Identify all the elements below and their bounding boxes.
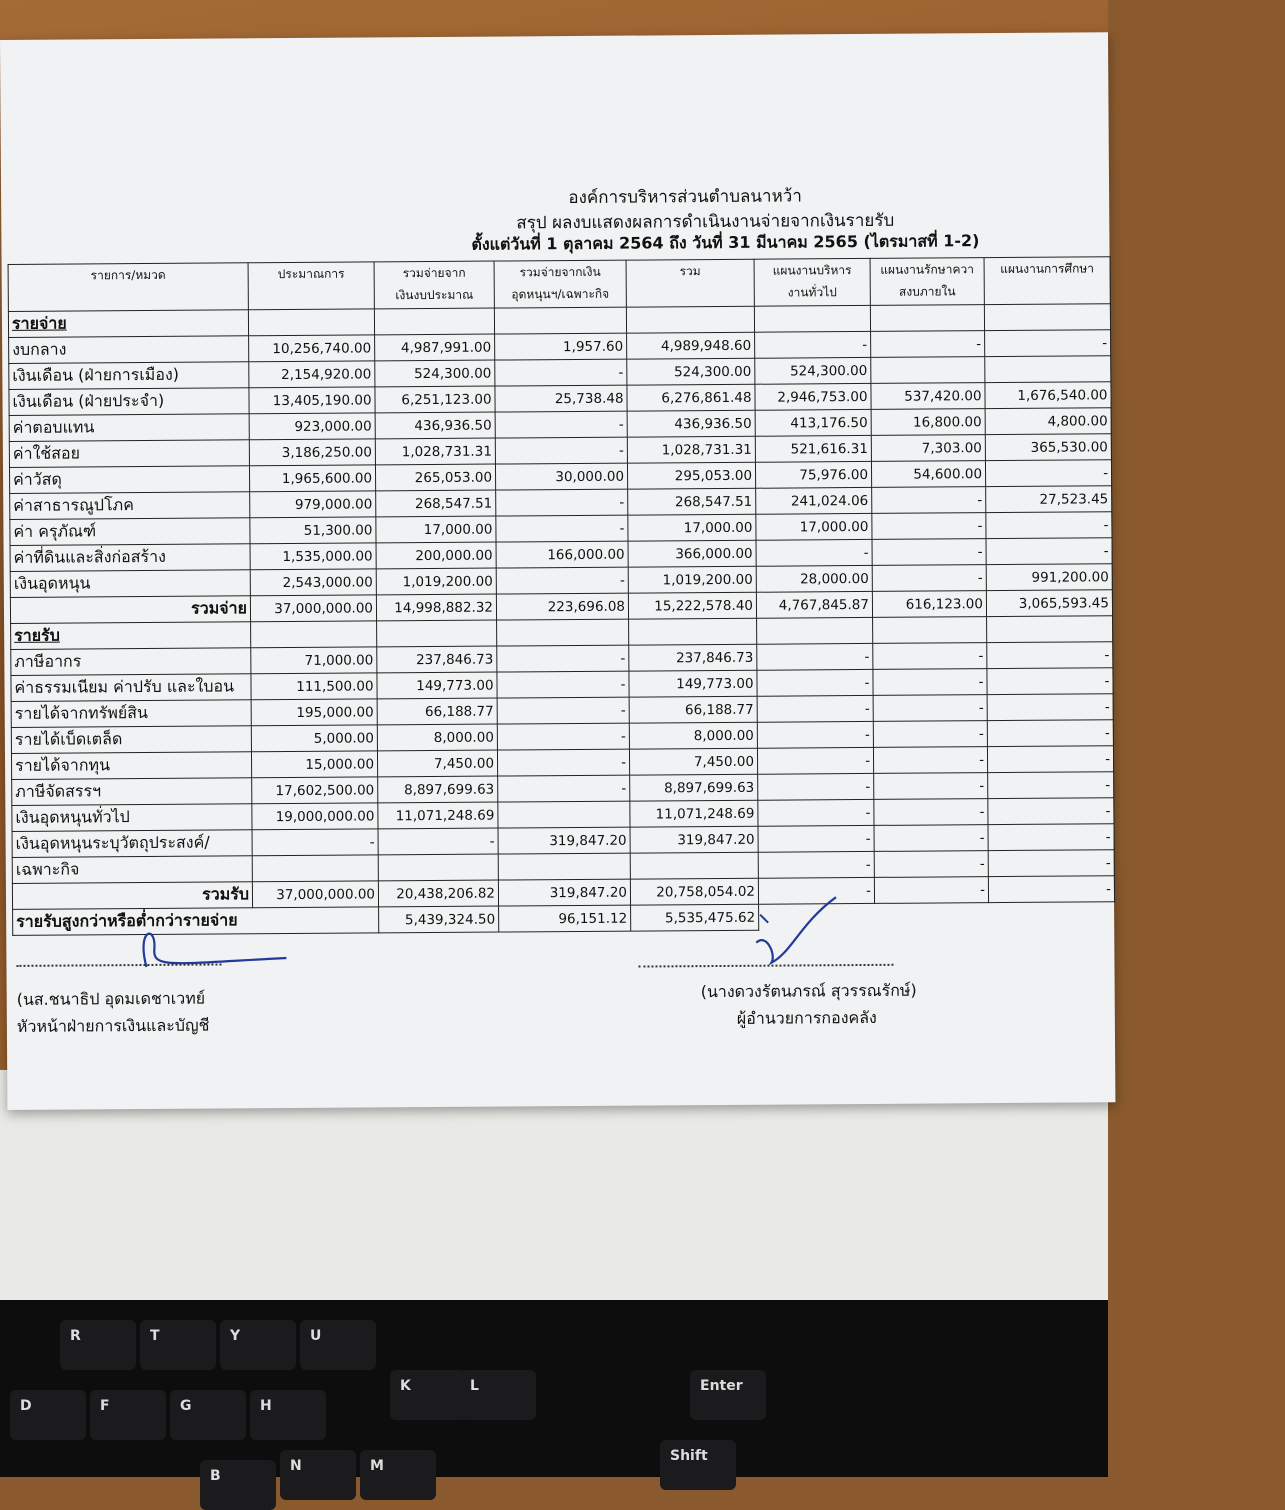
column-header: แผนงานรักษาควา สงบภายใน — [870, 258, 984, 306]
row-label: รายได้เบ็ดเตล็ด — [11, 726, 251, 754]
cell-value: - — [986, 538, 1112, 565]
cell-value: - — [758, 773, 874, 800]
cell-value: 30,000.00 — [495, 463, 627, 490]
cell-value: 237,846.73 — [629, 644, 757, 671]
cell-value: 17,000.00 — [376, 516, 496, 543]
cell-value: 436,936.50 — [627, 410, 755, 437]
cell-value: - — [874, 799, 988, 826]
cell-value — [984, 304, 1110, 331]
balance-value: 96,151.12 — [499, 905, 631, 932]
cell-value: 524,300.00 — [627, 358, 755, 385]
cell-value: 241,024.06 — [756, 487, 872, 514]
cell-value: 319,847.20 — [630, 826, 758, 853]
row-label: รวมรับ — [12, 882, 252, 910]
keyboard-key[interactable]: N — [280, 1450, 356, 1500]
balance-value: 5,535,475.62 — [631, 904, 759, 931]
column-header: รายการ/หมวด — [8, 263, 248, 312]
cell-value: 4,800.00 — [985, 408, 1111, 435]
cell-value: 1,965,600.00 — [249, 465, 375, 492]
row-label: เงินอุดหนุนทั่วไป — [12, 804, 252, 832]
column-header: แผนงานการศึกษา — [984, 257, 1110, 305]
cell-value: - — [495, 359, 627, 386]
row-label: ค่าใช้สอย — [9, 440, 249, 468]
cell-value: 111,500.00 — [251, 673, 377, 700]
row-label: ค่าที่ดินและสิ่งก่อสร้าง — [10, 544, 250, 572]
cell-value: - — [497, 697, 629, 724]
cell-value — [754, 305, 870, 332]
cell-value — [630, 852, 758, 879]
cell-value: 149,773.00 — [629, 670, 757, 697]
cell-value: - — [497, 749, 629, 776]
column-header: รวมจ่ายจากเงิน อุดหนุนฯ/เฉพาะกิจ — [494, 260, 626, 308]
cell-value: 8,000.00 — [377, 724, 497, 751]
cell-value: 66,188.77 — [629, 696, 757, 723]
cell-value: - — [872, 565, 986, 592]
cell-value — [374, 308, 494, 335]
cell-value: - — [496, 489, 628, 516]
report-period: ตั้งแต่วันที่ 1 ตุลาคม 2564 ถึง วันที่ 31 มีนาคม 2565 (ไตรมาสที่ 1-2) — [471, 231, 980, 254]
cell-value: 1,019,200.00 — [628, 566, 756, 593]
cell-value: 521,616.31 — [755, 435, 871, 462]
keyboard-key[interactable]: Enter — [690, 1370, 766, 1420]
cell-value: 2,946,753.00 — [755, 383, 871, 410]
cell-value: 75,976.00 — [755, 461, 871, 488]
cell-value — [498, 853, 630, 880]
cell-value: 66,188.77 — [377, 698, 497, 725]
cell-value: - — [873, 643, 987, 670]
column-header: แผนงานบริหาร งานทั่วไป — [754, 258, 870, 306]
cell-value: 71,000.00 — [251, 647, 377, 674]
cell-value: - — [873, 721, 987, 748]
cell-value: - — [496, 567, 628, 594]
row-label: ค่าธรรมเนียม ค่าปรับ และใบอน — [11, 674, 251, 702]
cell-value: 237,846.73 — [377, 646, 497, 673]
cell-value: 265,053.00 — [375, 464, 495, 491]
cell-value: - — [757, 643, 873, 670]
cell-value: - — [496, 515, 628, 542]
cell-value: 1,028,731.31 — [627, 436, 755, 463]
cell-value: - — [757, 695, 873, 722]
keyboard-key[interactable]: B — [200, 1460, 276, 1510]
cell-value: 11,071,248.69 — [378, 802, 498, 829]
cell-value: - — [757, 669, 873, 696]
cell-value: - — [872, 539, 986, 566]
cell-value: 979,000.00 — [250, 491, 376, 518]
column-header: รวมจ่ายจาก เงินงบประมาณ — [374, 261, 494, 309]
cell-value: - — [758, 877, 874, 904]
empty-cell — [989, 902, 1115, 929]
cell-value: - — [985, 460, 1111, 487]
cell-value: 28,000.00 — [756, 565, 872, 592]
cell-value: 19,000,000.00 — [252, 803, 378, 830]
cell-value: 923,000.00 — [249, 413, 375, 440]
cell-value: - — [987, 694, 1113, 721]
cell-value: 366,000.00 — [628, 540, 756, 567]
cell-value: 991,200.00 — [986, 564, 1112, 591]
cell-value: 149,773.00 — [377, 672, 497, 699]
cell-value: - — [252, 829, 378, 856]
cell-value — [248, 309, 374, 336]
signature-right-mark — [746, 892, 857, 973]
cell-value: 5,000.00 — [251, 725, 377, 752]
cell-value: - — [495, 437, 627, 464]
cell-value: 268,547.51 — [628, 488, 756, 515]
cell-value — [757, 617, 873, 644]
cell-value: - — [987, 668, 1113, 695]
cell-value: 17,000.00 — [628, 514, 756, 541]
row-label: เฉพาะกิจ — [12, 856, 252, 884]
cell-value: - — [873, 695, 987, 722]
cell-value: 1,535,000.00 — [250, 543, 376, 570]
cell-value — [629, 618, 757, 645]
cell-value — [987, 616, 1113, 643]
row-label: รายได้จากทรัพย์สิน — [11, 700, 251, 728]
cell-value: 20,438,206.82 — [378, 880, 498, 907]
cell-value — [985, 356, 1111, 383]
keyboard-key[interactable]: G — [170, 1390, 246, 1440]
cell-value — [871, 357, 985, 384]
cell-value: - — [988, 798, 1114, 825]
keyboard-key[interactable]: Y — [220, 1320, 296, 1370]
row-label: เงินอุดหนุนระบุวัตถุประสงค์/ — [12, 830, 252, 858]
cell-value: - — [988, 772, 1114, 799]
cell-value: 295,053.00 — [627, 462, 755, 489]
cell-value: - — [988, 824, 1114, 851]
cell-value: 223,696.08 — [496, 593, 628, 620]
cell-value: - — [758, 799, 874, 826]
row-label: เงินอุดหนุน — [10, 570, 250, 598]
cell-value: - — [497, 645, 629, 672]
keyboard-key[interactable]: D — [10, 1390, 86, 1440]
column-header: รวม — [626, 259, 754, 307]
cell-value: 1,028,731.31 — [375, 438, 495, 465]
cell-value: - — [755, 331, 871, 358]
cell-value: - — [757, 721, 873, 748]
cell-value: - — [987, 642, 1113, 669]
cell-value: 15,000.00 — [251, 751, 377, 778]
document-page — [0, 32, 1115, 1110]
cell-value — [626, 306, 754, 333]
cell-value — [377, 620, 497, 647]
report-title: สรุป ผลงบแสดงผลการดำเนินงานจ่ายจากเงินรายรับ — [516, 210, 895, 234]
empty-cell — [875, 903, 989, 930]
financial-table — [8, 256, 1116, 936]
cell-value: 3,186,250.00 — [249, 439, 375, 466]
cell-value: 37,000,000.00 — [252, 881, 378, 908]
cell-value: - — [495, 411, 627, 438]
table-header-row — [8, 257, 1110, 312]
cell-value: 2,154,920.00 — [249, 361, 375, 388]
cell-value: 365,530.00 — [985, 434, 1111, 461]
cell-value — [870, 305, 984, 332]
cell-value: 51,300.00 — [250, 517, 376, 544]
cell-value: - — [497, 723, 629, 750]
signer-left-name: (นส.ชนาธิป อุดมเดชาเวทย์ — [16, 988, 206, 1009]
row-label: รายรับ — [11, 622, 251, 650]
cell-value: 14,998,882.32 — [376, 594, 496, 621]
cell-value: 436,936.50 — [375, 412, 495, 439]
cell-value: - — [874, 851, 988, 878]
balance-label: รายรับสูงกว่าหรือต่ำกว่ารายจ่าย — [13, 907, 379, 936]
cell-value: - — [986, 512, 1112, 539]
cell-value: - — [758, 825, 874, 852]
cell-value: - — [874, 825, 988, 852]
row-label: รายได้จากทุน — [11, 752, 251, 780]
cell-value — [251, 621, 377, 648]
cell-value: 25,738.48 — [495, 385, 627, 412]
row-label: เงินเดือน (ฝ่ายประจำ) — [9, 388, 249, 416]
cell-value: 8,897,699.63 — [630, 774, 758, 801]
cell-value: - — [988, 876, 1114, 903]
cell-value: - — [873, 669, 987, 696]
keyboard-key[interactable]: H — [250, 1390, 326, 1440]
cell-value: 37,000,000.00 — [250, 595, 376, 622]
cell-value — [378, 854, 498, 881]
keyboard-key[interactable]: U — [300, 1320, 376, 1370]
keyboard-key[interactable]: R — [60, 1320, 136, 1370]
cell-value: 4,987,991.00 — [375, 334, 495, 361]
cell-value: 616,123.00 — [872, 591, 986, 618]
row-label: เงินเดือน (ฝ่ายการเมือง) — [9, 362, 249, 390]
cell-value: 1,676,540.00 — [985, 382, 1111, 409]
cell-value: - — [497, 671, 629, 698]
cell-value — [497, 619, 629, 646]
row-label: งบกลาง — [9, 336, 249, 364]
cell-value: 319,847.20 — [498, 879, 630, 906]
cell-value: - — [985, 330, 1111, 357]
row-label: ค่าตอบแทน — [9, 414, 249, 442]
cell-value: 15,222,578.40 — [628, 592, 756, 619]
cell-value: 524,300.00 — [375, 360, 495, 387]
cell-value: - — [758, 851, 874, 878]
cell-value: 6,276,861.48 — [627, 384, 755, 411]
org-title: องค์การบริหารส่วนตำบลนาหว้า — [568, 186, 802, 209]
keyboard-key[interactable]: K — [390, 1370, 466, 1420]
cell-value: - — [757, 747, 873, 774]
cell-value: 27,523.45 — [986, 486, 1112, 513]
keyboard-key[interactable]: T — [140, 1320, 216, 1370]
balance-value: 5,439,324.50 — [379, 906, 499, 933]
cell-value: 10,256,740.00 — [249, 335, 375, 362]
signer-right-name: (นางดวงรัตนภรณ์ สุวรรณรักษ์) — [700, 980, 917, 1002]
cell-value: - — [498, 775, 630, 802]
cell-value: 7,450.00 — [629, 748, 757, 775]
cell-value: - — [872, 487, 986, 514]
cell-value: 16,800.00 — [871, 409, 985, 436]
cell-value: 6,251,123.00 — [375, 386, 495, 413]
cell-value: 2,543,000.00 — [250, 569, 376, 596]
column-header: ประมาณการ — [248, 262, 374, 310]
cell-value: 1,019,200.00 — [376, 568, 496, 595]
cell-value — [494, 307, 626, 334]
cell-value: 1,957.60 — [495, 333, 627, 360]
cell-value: - — [987, 746, 1113, 773]
cell-value: 8,000.00 — [629, 722, 757, 749]
cell-value: 7,450.00 — [377, 750, 497, 777]
cell-value — [873, 617, 987, 644]
cell-value: 4,767,845.87 — [756, 591, 872, 618]
cell-value: - — [871, 331, 985, 358]
cell-value: - — [872, 513, 986, 540]
cell-value: 166,000.00 — [496, 541, 628, 568]
row-label: ค่า ครุภัณฑ์ — [10, 518, 250, 546]
row-label: ภาษีอากร — [11, 648, 251, 676]
cell-value: 413,176.50 — [755, 409, 871, 436]
cell-value: - — [873, 747, 987, 774]
cell-value: 319,847.20 — [498, 827, 630, 854]
cell-value: 54,600.00 — [871, 461, 985, 488]
cell-value: 4,989,948.60 — [627, 332, 755, 359]
keyboard-key[interactable]: Shift — [660, 1440, 736, 1490]
cell-value: 7,303.00 — [871, 435, 985, 462]
cell-value: 268,547.51 — [376, 490, 496, 517]
cell-value: - — [756, 539, 872, 566]
signer-left-title: หัวหน้าฝ่ายการเงินและบัญชี — [16, 1015, 210, 1036]
cell-value: 8,897,699.63 — [378, 776, 498, 803]
cell-value: 524,300.00 — [755, 357, 871, 384]
row-label: รายจ่าย — [8, 310, 248, 338]
cell-value: - — [988, 850, 1114, 877]
row-label: ค่าวัสดุ — [9, 466, 249, 494]
cell-value: 11,071,248.69 — [630, 800, 758, 827]
cell-value: - — [874, 773, 988, 800]
keyboard-key[interactable]: F — [90, 1390, 166, 1440]
cell-value: 17,602,500.00 — [252, 777, 378, 804]
keyboard-key[interactable]: M — [360, 1450, 436, 1500]
row-label: รวมจ่าย — [10, 596, 250, 624]
keyboard — [0, 1300, 1108, 1484]
cell-value: 20,758,054.02 — [630, 878, 758, 905]
row-label: ค่าสาธารณูปโภค — [10, 492, 250, 520]
cell-value: 195,000.00 — [251, 699, 377, 726]
cell-value: 17,000.00 — [756, 513, 872, 540]
keyboard-key[interactable]: L — [460, 1370, 536, 1420]
cell-value: - — [378, 828, 498, 855]
signer-right-title: ผู้อำนวยการกองคลัง — [736, 1007, 877, 1028]
cell-value: 3,065,593.45 — [986, 590, 1112, 617]
cell-value: 13,405,190.00 — [249, 387, 375, 414]
signature-left-mark — [116, 918, 306, 979]
cell-value: 537,420.00 — [871, 383, 985, 410]
row-label: ภาษีจัดสรรฯ — [12, 778, 252, 806]
cell-value — [498, 801, 630, 828]
cell-value: - — [874, 877, 988, 904]
cell-value — [252, 855, 378, 882]
cell-value: 200,000.00 — [376, 542, 496, 569]
cell-value: - — [987, 720, 1113, 747]
